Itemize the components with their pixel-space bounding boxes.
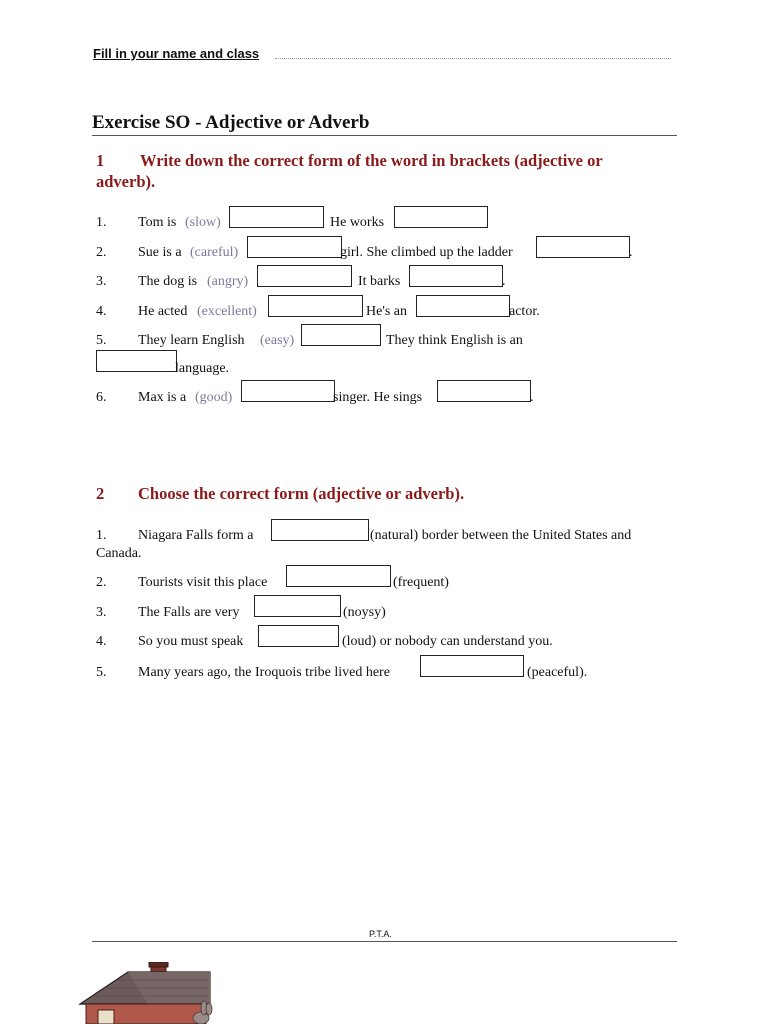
answer-box[interactable] [257, 265, 352, 287]
s2-item-2 [96, 574, 666, 596]
s1-item-4 [96, 303, 666, 325]
s1-item-2 [96, 244, 666, 266]
answer-box[interactable] [229, 206, 324, 228]
item-number: 1. [96, 215, 107, 230]
word-hint: (slow) [185, 215, 221, 230]
section-2-number: 2 [96, 484, 105, 503]
section-1-number: 1 [96, 151, 105, 170]
item-number: 4. [96, 304, 107, 319]
item-text-pre: Many years ago, the Iroquois tribe lived here [138, 665, 390, 680]
name-class-label: Fill in your name and class [93, 46, 260, 61]
answer-box[interactable] [258, 625, 339, 647]
item-text-post: (loud) or nobody can understand you. [342, 634, 553, 649]
item-text-cont: Canada. [96, 546, 142, 561]
answer-box[interactable] [394, 206, 488, 228]
item-text-pre: Sue is a [138, 245, 182, 260]
answer-box[interactable] [409, 265, 503, 287]
item-number: 4. [96, 634, 107, 649]
item-text-pre: Tourists visit this place [138, 575, 268, 590]
word-hint: (easy) [260, 333, 295, 348]
s1-item-3 [96, 273, 666, 295]
item-number: 3. [96, 274, 107, 289]
name-class-row [93, 46, 671, 66]
s1-item-5-cont [96, 360, 666, 382]
s1-item-6 [96, 389, 666, 411]
item-text-pre: Tom is [138, 215, 177, 230]
item-text-post: actor. [509, 304, 540, 319]
s1-item-1 [96, 214, 666, 236]
name-class-dotted-line[interactable] [275, 58, 671, 59]
s1-item-5 [96, 332, 666, 354]
item-text-mid: He works [330, 215, 385, 230]
item-number: 1. [96, 528, 107, 543]
item-text-pre: Niagara Falls form a [138, 528, 254, 543]
item-number: 2. [96, 245, 107, 260]
answer-box[interactable] [96, 350, 177, 372]
item-text-post: (natural) border between the United States and [370, 528, 632, 543]
s2-item-5 [96, 664, 666, 686]
item-number: 3. [96, 605, 107, 620]
item-text-post: . [530, 390, 534, 405]
answer-box[interactable] [247, 236, 342, 258]
item-text-pre: The Falls are very [138, 605, 240, 620]
item-text-pre: So you must speak [138, 634, 244, 649]
item-text-pre: He acted [138, 304, 188, 319]
section-1-instruction-cont: adverb). [96, 172, 156, 191]
item-text-post: (noysy) [343, 605, 386, 620]
answer-box[interactable] [268, 295, 363, 317]
answer-box[interactable] [241, 380, 335, 402]
answer-box[interactable] [254, 595, 341, 617]
item-number: 6. [96, 390, 107, 405]
s2-item-3 [96, 604, 666, 626]
item-text-pre: Max is a [138, 390, 187, 405]
item-text-post: . [629, 245, 633, 260]
item-text-mid: He's an [366, 304, 408, 319]
section-1-heading [96, 150, 666, 196]
word-hint: (angry) [207, 274, 249, 289]
exercise-title: Exercise SO - Adjective or Adverb [92, 112, 370, 133]
item-text-mid: They think English is an [386, 333, 523, 348]
item-text-post: language. [175, 361, 230, 376]
item-number: 5. [96, 333, 107, 348]
word-hint: (good) [195, 390, 233, 405]
item-text-post: . [502, 274, 506, 289]
section-2-heading [96, 483, 666, 507]
item-text-pre: They learn English [138, 333, 245, 348]
item-text-mid: girl. She climbed up the ladder [340, 245, 513, 260]
answer-box[interactable] [271, 519, 369, 541]
item-number: 5. [96, 665, 107, 680]
word-hint: (careful) [190, 245, 239, 260]
house-clipart-icon [78, 962, 228, 1029]
answer-box[interactable] [536, 236, 630, 258]
item-text-mid: singer. He sings [333, 390, 423, 405]
section-1-instruction: Write down the correct form of the word in brackets (adjective or [140, 151, 603, 170]
item-text-mid: It barks [358, 274, 401, 289]
answer-box[interactable] [301, 324, 381, 346]
footer-divider [92, 941, 677, 942]
title-divider [92, 135, 677, 136]
item-text-post: (peaceful). [527, 665, 588, 680]
item-number: 2. [96, 575, 107, 590]
item-text-pre: The dog is [138, 274, 198, 289]
answer-box[interactable] [437, 380, 531, 402]
answer-box[interactable] [286, 565, 391, 587]
s2-item-4 [96, 633, 666, 655]
pta-label: P.T.A. [369, 929, 392, 939]
answer-box[interactable] [416, 295, 510, 317]
s2-item-1-cont [96, 545, 666, 565]
word-hint: (excellent) [197, 304, 257, 319]
section-2-instruction: Choose the correct form (adjective or adverb). [138, 484, 465, 503]
item-text-post: (frequent) [393, 575, 449, 590]
answer-box[interactable] [420, 655, 524, 677]
